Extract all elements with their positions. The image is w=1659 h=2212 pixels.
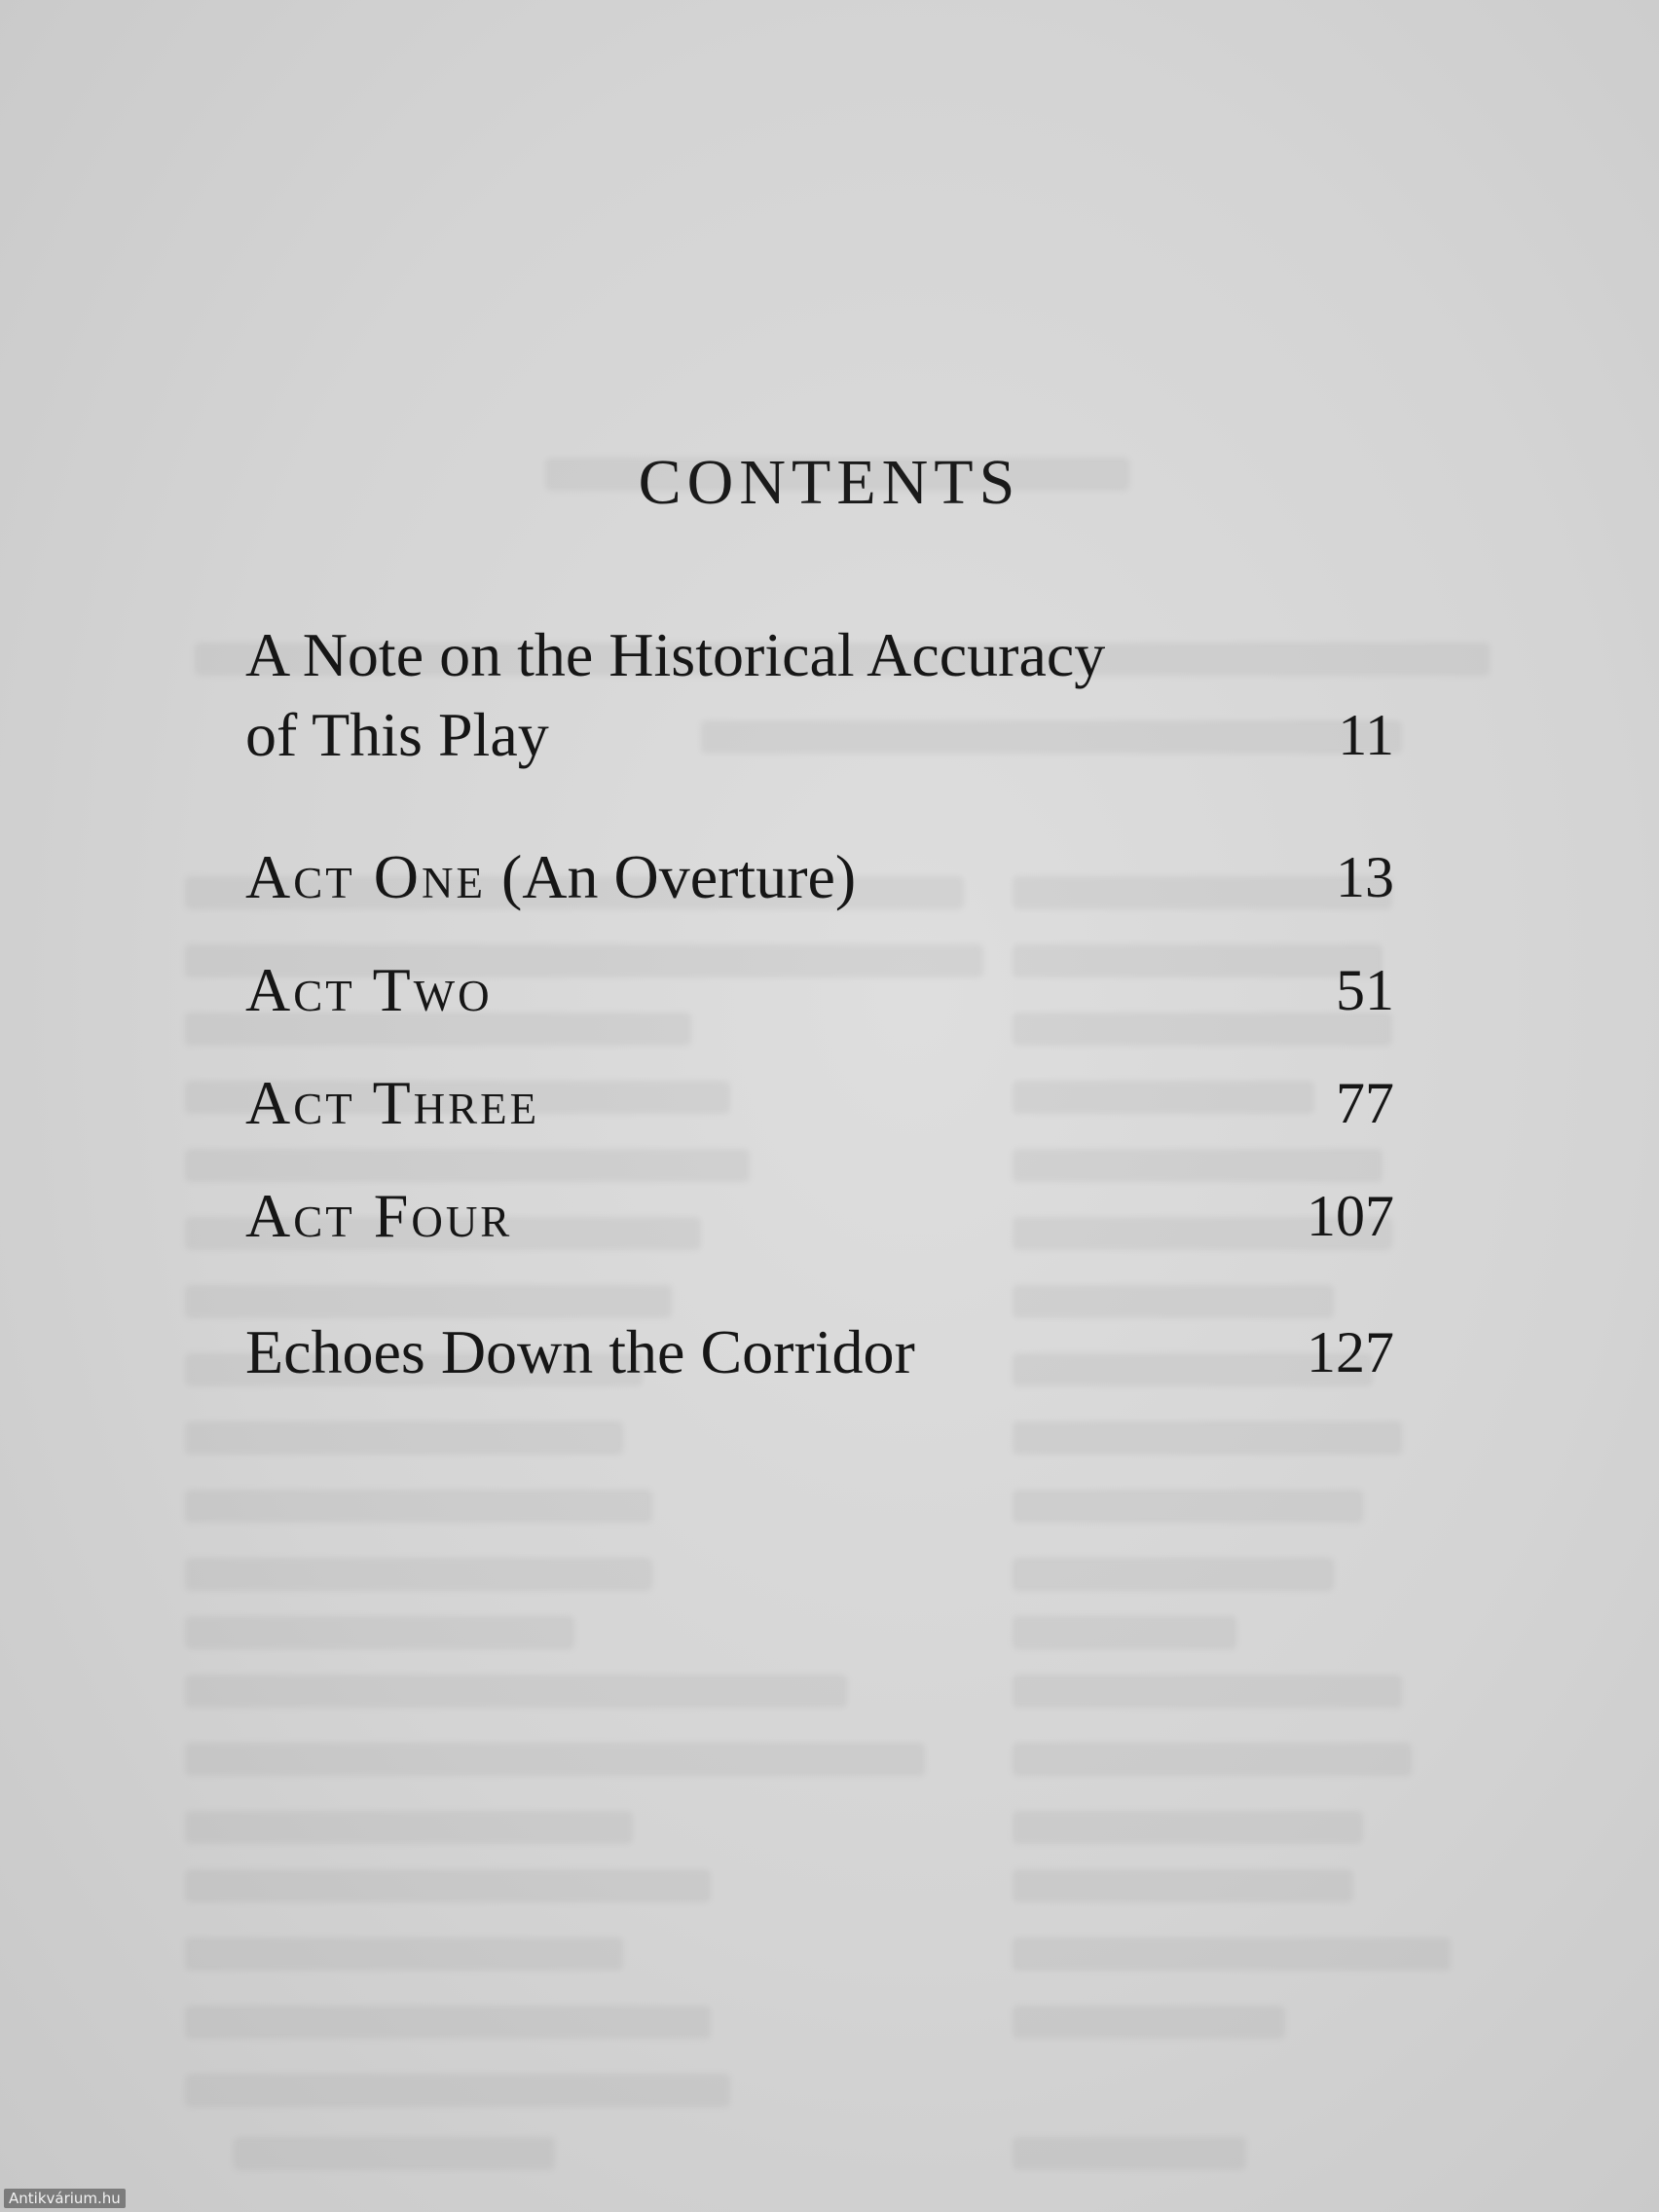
toc-page-number: 77 bbox=[1336, 1071, 1394, 1135]
toc-entry-label: A Note on the Historical Accuracy bbox=[245, 620, 1106, 689]
toc-act-name: Act One bbox=[245, 842, 486, 911]
toc-entry-label: Act Four bbox=[245, 1181, 513, 1250]
toc-entry-label: Echoes Down the Corridor bbox=[245, 1317, 915, 1386]
toc-page-number: 11 bbox=[1338, 703, 1394, 767]
toc-page-number: 13 bbox=[1336, 845, 1394, 909]
contents-heading: CONTENTS bbox=[638, 447, 1021, 518]
toc-entry-label: Act Two bbox=[245, 955, 493, 1024]
toc-page-number: 107 bbox=[1307, 1184, 1394, 1248]
watermark: Antikvárium.hu bbox=[4, 2189, 126, 2208]
toc-entry-label bbox=[245, 837, 856, 917]
toc-page-number: 51 bbox=[1336, 958, 1394, 1022]
toc-page-number: 127 bbox=[1307, 1320, 1394, 1384]
toc-entry-label: of This Play bbox=[245, 700, 549, 769]
toc-entry-label: Act Three bbox=[245, 1068, 540, 1137]
toc-act-subtitle: (An Overture) bbox=[485, 842, 857, 911]
